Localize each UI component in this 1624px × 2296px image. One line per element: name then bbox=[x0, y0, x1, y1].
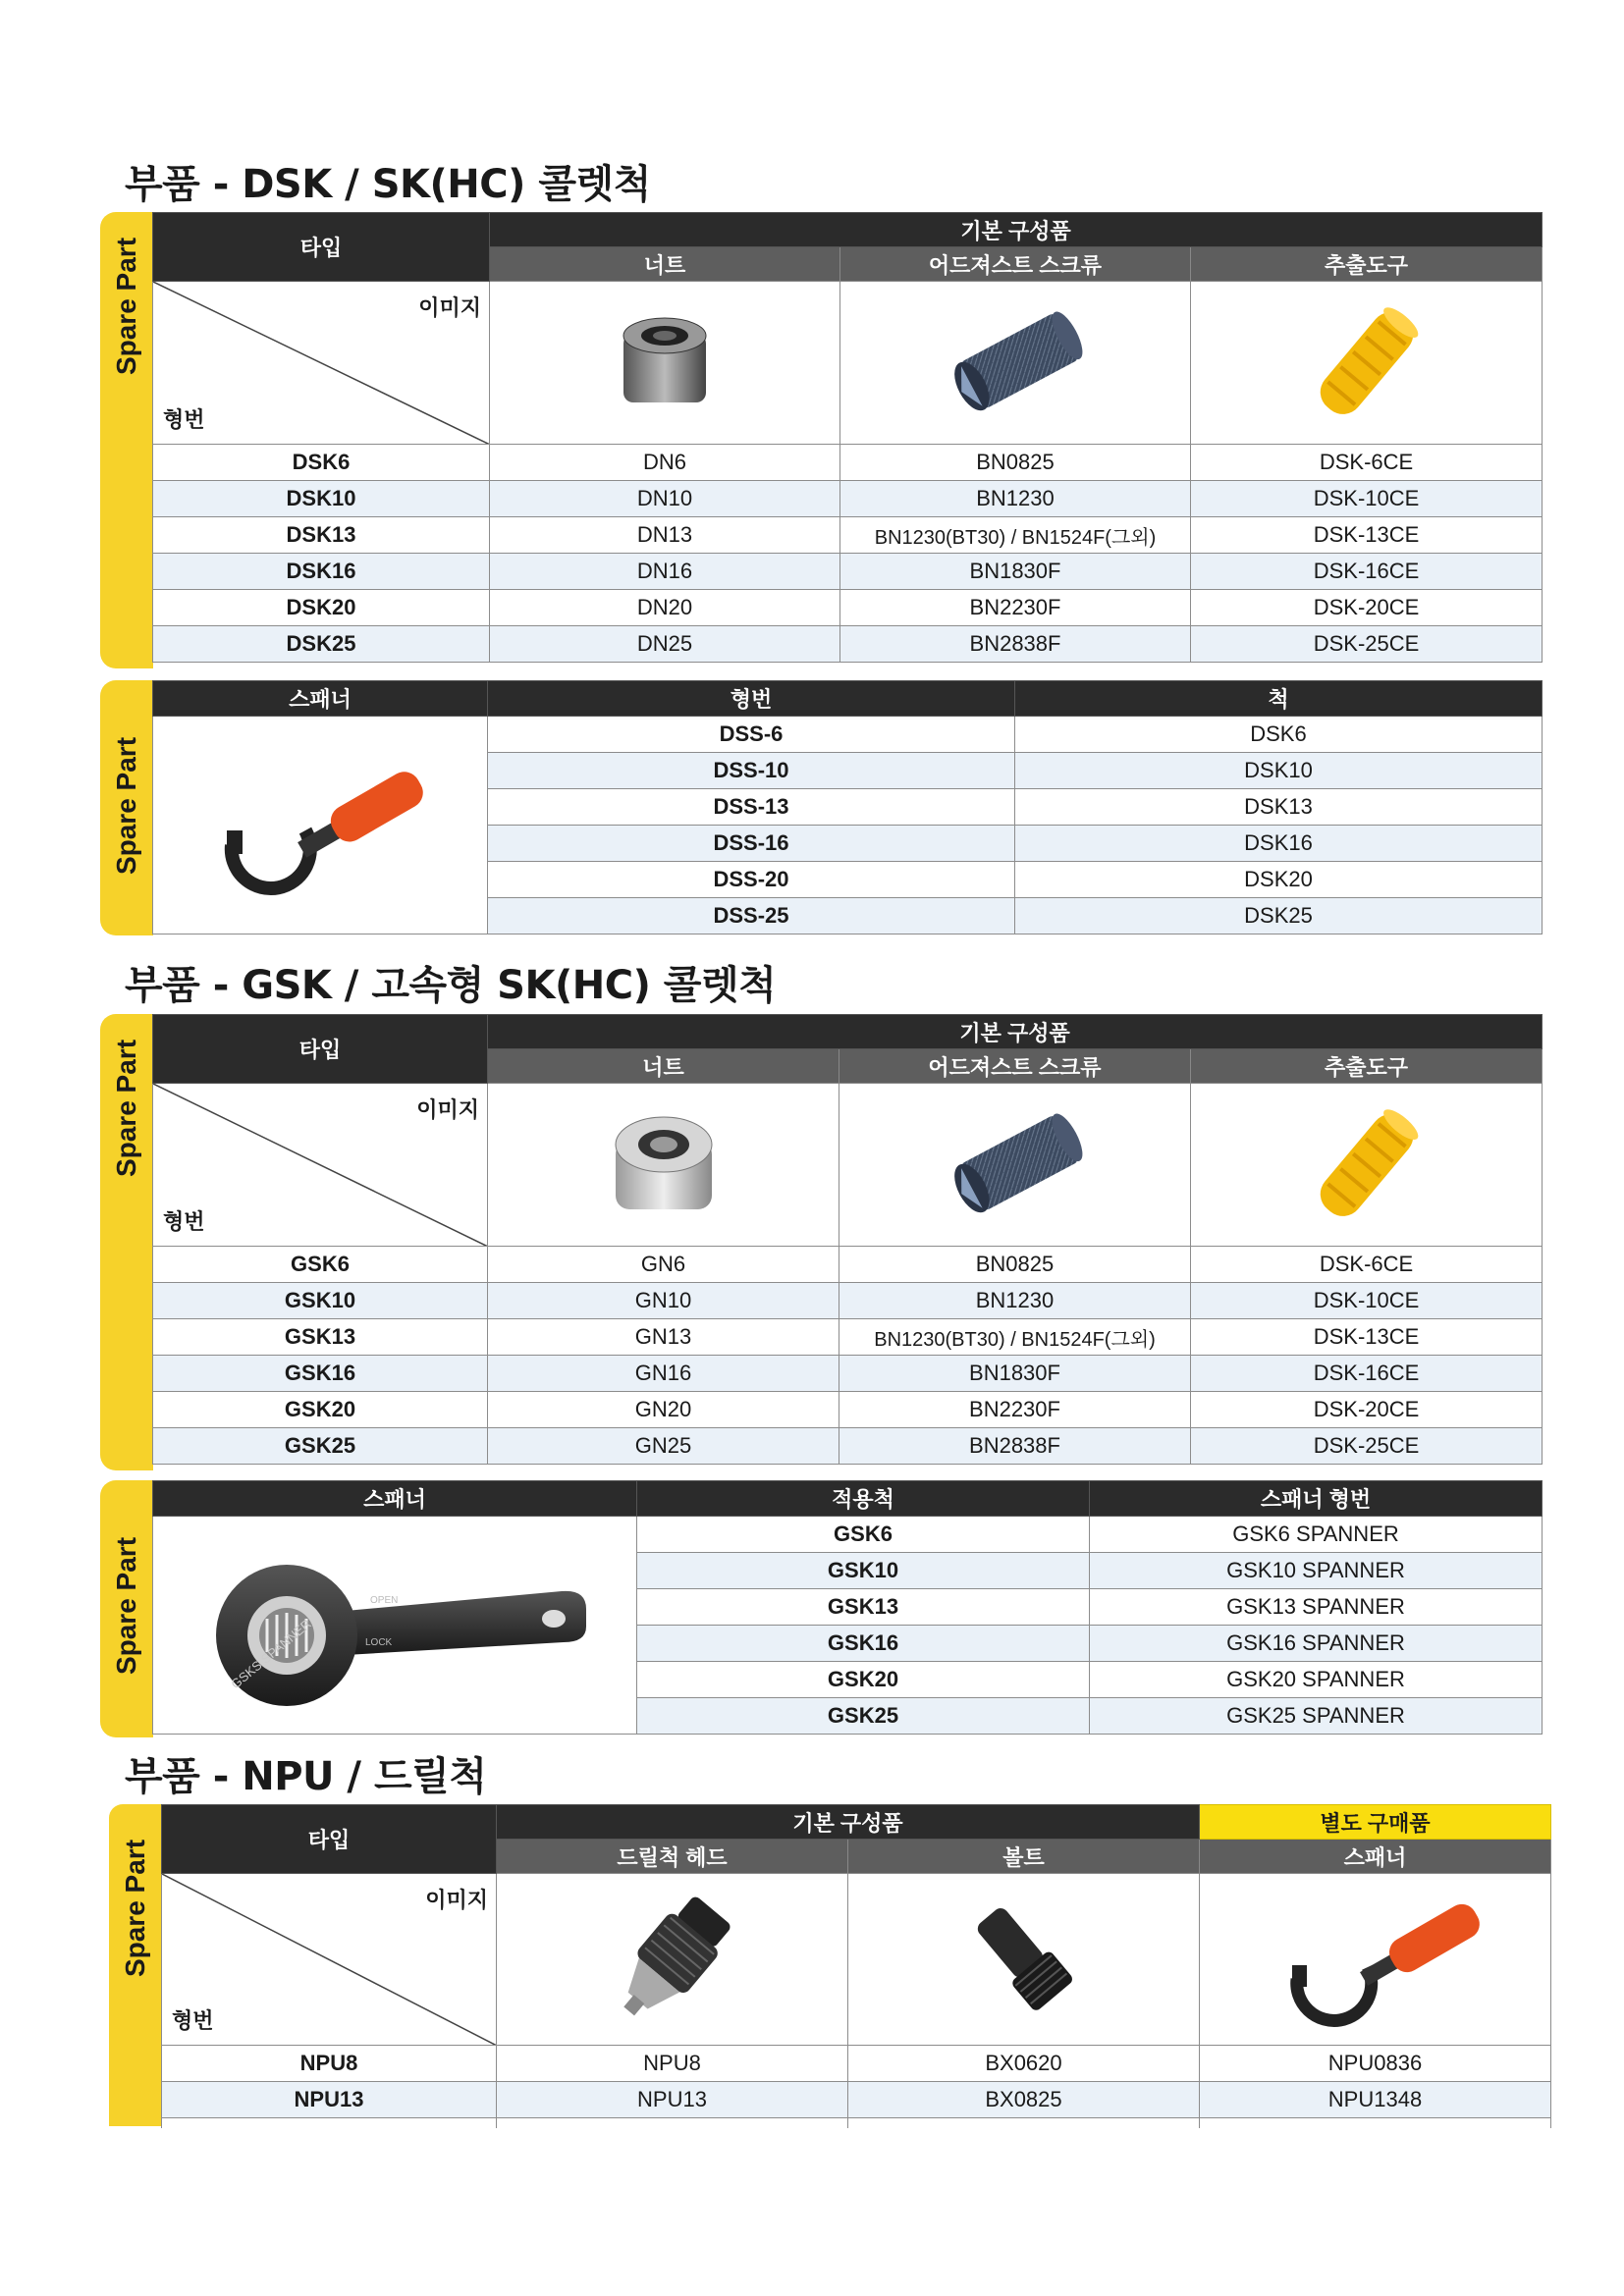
chuck-head-cell: NPU8 bbox=[497, 2046, 848, 2082]
table-row bbox=[153, 481, 1543, 517]
spanner-open-mark: OPEN bbox=[370, 1594, 399, 1606]
model-label: 형번 bbox=[172, 2008, 214, 2033]
table-row bbox=[153, 1392, 1543, 1428]
spanner-model-cell: GSK10 SPANNER bbox=[1090, 1553, 1543, 1589]
bolt-cell: BX0825 bbox=[848, 2082, 1200, 2118]
model-cell: DSS-13 bbox=[488, 789, 1015, 826]
spanner-image bbox=[1200, 1874, 1551, 2046]
chuck-cell: GSK20 bbox=[637, 1662, 1090, 1698]
col-header-drill-chuck-head: 드릴척 헤드 bbox=[497, 1840, 848, 1874]
table-row bbox=[153, 1428, 1543, 1465]
spanner-cell: NPU0836 bbox=[1200, 2046, 1551, 2082]
tool-cell: DSK-25CE bbox=[1191, 626, 1543, 663]
model-cell: DSS-6 bbox=[488, 717, 1015, 753]
table-row bbox=[162, 2082, 1551, 2118]
hook-spanner-icon bbox=[1258, 1881, 1493, 2038]
nut-cell: GN13 bbox=[488, 1319, 839, 1356]
table-row bbox=[153, 717, 1543, 753]
chuck-cell: DSK20 bbox=[1015, 862, 1543, 898]
col-header-spanner: 스패너 bbox=[153, 1481, 637, 1517]
spanner-model-cell: GSK13 SPANNER bbox=[1090, 1589, 1543, 1626]
col-header-spanner: 스패너 bbox=[153, 681, 488, 717]
adjust-screw-icon bbox=[937, 299, 1094, 427]
adjust-screw-image bbox=[840, 282, 1191, 445]
col-header-type: 타입 bbox=[153, 1015, 488, 1084]
bolt-icon bbox=[965, 1896, 1083, 2023]
tool-cell: DSK-6CE bbox=[1191, 1247, 1543, 1283]
table-row bbox=[153, 1319, 1543, 1356]
nut-cell: GN20 bbox=[488, 1392, 839, 1428]
model-cell: DSK16 bbox=[153, 554, 490, 590]
extraction-tool-image bbox=[1191, 282, 1543, 445]
extraction-tool-icon bbox=[1298, 1096, 1435, 1234]
screw-cell: BN1230(BT30) / BN1524F(그외) bbox=[840, 517, 1191, 554]
adjust-screw-icon bbox=[937, 1101, 1094, 1229]
screw-cell: BN2230F bbox=[839, 1392, 1191, 1428]
tool-cell: DSK-6CE bbox=[1191, 445, 1543, 481]
model-cell: DSS-10 bbox=[488, 753, 1015, 789]
tool-cell: DSK-16CE bbox=[1191, 1356, 1543, 1392]
col-header-nut: 너트 bbox=[488, 1049, 839, 1084]
chuck-cell: DSK6 bbox=[1015, 717, 1543, 753]
table-row bbox=[153, 1247, 1543, 1283]
table-row bbox=[153, 1517, 1543, 1553]
col-header-basic-parts: 기본 구성품 bbox=[488, 1015, 1543, 1049]
col-header-nut: 너트 bbox=[490, 247, 840, 282]
spare-part-tab bbox=[100, 212, 153, 668]
nut-cell: GN6 bbox=[488, 1247, 839, 1283]
screw-cell: BN2230F bbox=[840, 590, 1191, 626]
chuck-head-cell: NPU13 bbox=[497, 2082, 848, 2118]
cut-off-row bbox=[497, 2118, 848, 2128]
model-cell: GSK6 bbox=[153, 1247, 488, 1283]
screw-cell: BN1830F bbox=[839, 1356, 1191, 1392]
collet-nut-icon bbox=[600, 1101, 728, 1229]
screw-cell: BN1230 bbox=[840, 481, 1191, 517]
col-header-bolt: 볼트 bbox=[848, 1840, 1200, 1874]
ring-spanner-icon bbox=[198, 1532, 591, 1719]
model-cell: DSK6 bbox=[153, 445, 490, 481]
col-header-chuck: 척 bbox=[1015, 681, 1543, 717]
table-row bbox=[153, 1356, 1543, 1392]
gsk-spanner-table bbox=[152, 1480, 1543, 1735]
image-label: 이미지 bbox=[418, 295, 481, 320]
tool-cell: DSK-10CE bbox=[1191, 481, 1543, 517]
spare-part-label: Spare Part bbox=[111, 736, 141, 876]
image-model-diagonal-cell bbox=[153, 1084, 488, 1247]
chuck-cell: GSK16 bbox=[637, 1626, 1090, 1662]
col-header-spanner-model: 스패너 형번 bbox=[1090, 1481, 1543, 1517]
gsk-parts-table bbox=[152, 1014, 1543, 1465]
screw-cell: BN0825 bbox=[839, 1247, 1191, 1283]
nut-cell: DN25 bbox=[490, 626, 840, 663]
collet-nut-icon bbox=[606, 304, 724, 422]
model-cell: GSK20 bbox=[153, 1392, 488, 1428]
tool-cell: DSK-10CE bbox=[1191, 1283, 1543, 1319]
spanner-model-cell: GSK16 SPANNER bbox=[1090, 1626, 1543, 1662]
screw-cell: BN0825 bbox=[840, 445, 1191, 481]
model-cell: GSK16 bbox=[153, 1356, 488, 1392]
spanner-cell: NPU1348 bbox=[1200, 2082, 1551, 2118]
spanner-model-cell: GSK20 SPANNER bbox=[1090, 1662, 1543, 1698]
nut-cell: DN10 bbox=[490, 481, 840, 517]
model-cell: GSK25 bbox=[153, 1428, 488, 1465]
table-row bbox=[153, 1283, 1543, 1319]
col-header-adjust-screw: 어드져스트 스크류 bbox=[840, 247, 1191, 282]
cut-off-row bbox=[1200, 2118, 1551, 2128]
image-model-diagonal-cell bbox=[153, 282, 490, 445]
col-header-chuck: 적용척 bbox=[637, 1481, 1090, 1517]
model-cell: DSS-25 bbox=[488, 898, 1015, 934]
model-cell: DSK20 bbox=[153, 590, 490, 626]
tool-cell: DSK-16CE bbox=[1191, 554, 1543, 590]
model-cell: GSK13 bbox=[153, 1319, 488, 1356]
extraction-tool-image bbox=[1191, 1084, 1543, 1247]
chuck-cell: GSK25 bbox=[637, 1698, 1090, 1735]
col-header-model: 형번 bbox=[488, 681, 1015, 717]
spanner-label: GSKS SPANNER bbox=[228, 1615, 314, 1691]
table-row bbox=[153, 445, 1543, 481]
bolt-image bbox=[848, 1874, 1200, 2046]
spare-part-tab bbox=[100, 1480, 153, 1737]
model-cell: DSS-20 bbox=[488, 862, 1015, 898]
model-cell: DSK13 bbox=[153, 517, 490, 554]
col-header-type: 타입 bbox=[162, 1805, 497, 1874]
screw-cell: BN1830F bbox=[840, 554, 1191, 590]
section-title-npu: 부품 - NPU / 드릴척 bbox=[125, 1754, 487, 1799]
hook-spanner-image bbox=[153, 717, 488, 934]
adjust-screw-image bbox=[839, 1084, 1191, 1247]
model-cell: NPU8 bbox=[162, 2046, 497, 2082]
dsk-parts-table bbox=[152, 212, 1543, 663]
table-row bbox=[153, 554, 1543, 590]
col-header-spanner: 스패너 bbox=[1200, 1840, 1551, 1874]
screw-cell: BN2838F bbox=[840, 626, 1191, 663]
spare-part-tab bbox=[109, 1804, 162, 2126]
spare-part-label: Spare Part bbox=[111, 1536, 141, 1676]
chuck-cell: DSK25 bbox=[1015, 898, 1543, 934]
tool-cell: DSK-13CE bbox=[1191, 1319, 1543, 1356]
bolt-cell: BX0620 bbox=[848, 2046, 1200, 2082]
col-header-type: 타입 bbox=[153, 213, 490, 282]
model-cell: GSK10 bbox=[153, 1283, 488, 1319]
model-cell: DSK25 bbox=[153, 626, 490, 663]
hook-spanner-icon bbox=[202, 737, 438, 914]
chuck-cell: DSK16 bbox=[1015, 826, 1543, 862]
nut-cell: GN10 bbox=[488, 1283, 839, 1319]
nut-cell: GN16 bbox=[488, 1356, 839, 1392]
chuck-cell: DSK13 bbox=[1015, 789, 1543, 826]
nut-image bbox=[490, 282, 840, 445]
model-cell: NPU13 bbox=[162, 2082, 497, 2118]
spare-part-label: Spare Part bbox=[120, 1839, 150, 1978]
col-header-extraction-tool: 추출도구 bbox=[1191, 1049, 1543, 1084]
spare-part-tab bbox=[100, 680, 153, 935]
table-row bbox=[153, 590, 1543, 626]
tool-cell: DSK-20CE bbox=[1191, 1392, 1543, 1428]
drill-chuck-icon bbox=[599, 1886, 746, 2033]
spanner-model-cell: GSK6 SPANNER bbox=[1090, 1517, 1543, 1553]
model-cell: DSK10 bbox=[153, 481, 490, 517]
chuck-cell: GSK13 bbox=[637, 1589, 1090, 1626]
table-row bbox=[153, 517, 1543, 554]
cut-off-row bbox=[162, 2118, 497, 2128]
spare-part-label: Spare Part bbox=[111, 237, 141, 376]
extraction-tool-icon bbox=[1298, 294, 1435, 432]
table-row bbox=[162, 2046, 1551, 2082]
col-header-adjust-screw: 어드져스트 스크류 bbox=[839, 1049, 1191, 1084]
dsk-spanner-table bbox=[152, 680, 1543, 934]
nut-image bbox=[488, 1084, 839, 1247]
nut-cell: GN25 bbox=[488, 1428, 839, 1465]
spanner-lock-mark: LOCK bbox=[365, 1636, 393, 1648]
npu-parts-table bbox=[161, 1804, 1551, 2128]
image-label: 이미지 bbox=[416, 1097, 479, 1122]
model-label: 형번 bbox=[163, 407, 205, 432]
screw-cell: BN1230(BT30) / BN1524F(그외) bbox=[839, 1319, 1191, 1356]
image-label: 이미지 bbox=[425, 1888, 488, 1912]
nut-cell: DN13 bbox=[490, 517, 840, 554]
nut-cell: DN20 bbox=[490, 590, 840, 626]
col-header-separate-purchase: 별도 구매품 bbox=[1200, 1805, 1551, 1840]
section-title-dsk: 부품 - DSK / SK(HC) 콜렛척 bbox=[125, 162, 651, 207]
spare-part-label: Spare Part bbox=[111, 1039, 141, 1178]
tool-cell: DSK-13CE bbox=[1191, 517, 1543, 554]
tool-cell: DSK-20CE bbox=[1191, 590, 1543, 626]
drill-chuck-head-image bbox=[497, 1874, 848, 2046]
model-label: 형번 bbox=[163, 1209, 205, 1234]
screw-cell: BN1230 bbox=[839, 1283, 1191, 1319]
model-cell: DSS-16 bbox=[488, 826, 1015, 862]
cut-off-row bbox=[848, 2118, 1200, 2128]
chuck-cell: GSK10 bbox=[637, 1553, 1090, 1589]
table-row bbox=[153, 626, 1543, 663]
tool-cell: DSK-25CE bbox=[1191, 1428, 1543, 1465]
nut-cell: DN16 bbox=[490, 554, 840, 590]
nut-cell: DN6 bbox=[490, 445, 840, 481]
image-model-diagonal-cell bbox=[162, 1874, 497, 2046]
col-header-extraction-tool: 추출도구 bbox=[1191, 247, 1543, 282]
spanner-model-cell: GSK25 SPANNER bbox=[1090, 1698, 1543, 1735]
gsk-spanner-image bbox=[153, 1517, 637, 1735]
col-header-basic-parts: 기본 구성품 bbox=[490, 213, 1543, 247]
col-header-basic-parts: 기본 구성품 bbox=[497, 1805, 1200, 1840]
section-title-gsk: 부품 - GSK / 고속형 SK(HC) 콜렛척 bbox=[125, 963, 777, 1008]
chuck-cell: DSK10 bbox=[1015, 753, 1543, 789]
screw-cell: BN2838F bbox=[839, 1428, 1191, 1465]
spare-part-tab bbox=[100, 1014, 153, 1470]
chuck-cell: GSK6 bbox=[637, 1517, 1090, 1553]
